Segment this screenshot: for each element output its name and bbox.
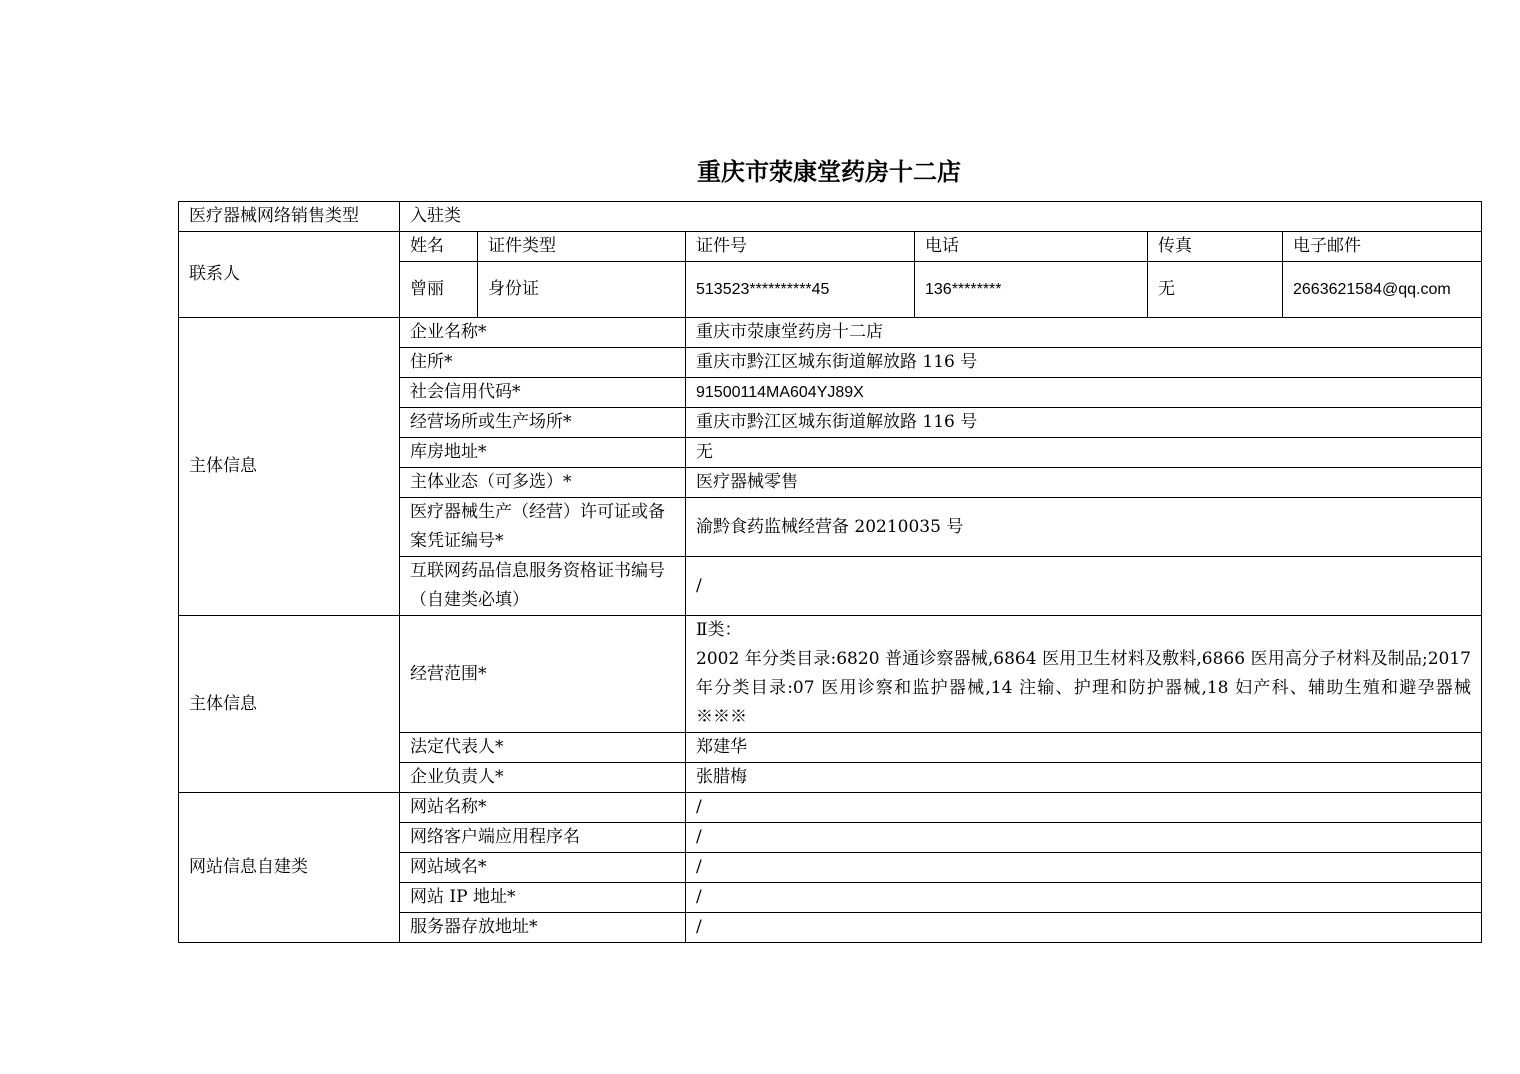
business-form-value: 医疗器械零售: [686, 468, 1482, 498]
document-title-container: [178, 152, 1480, 187]
website-domain-value: /: [686, 853, 1482, 883]
sales-type-value: 入驻类: [400, 202, 1482, 232]
contact-header-id-number: 证件号: [686, 232, 915, 262]
website-name-label: 网站名称*: [400, 793, 686, 823]
warehouse-address-label: 库房地址*: [400, 438, 686, 468]
internet-drug-cert-value: /: [686, 557, 1482, 616]
registration-table: [178, 201, 1482, 943]
business-premises-value: 重庆市黔江区城东街道解放路 116 号: [686, 408, 1482, 438]
contact-id-type: 身份证: [478, 262, 686, 318]
legal-representative-value: 郑建华: [686, 733, 1482, 763]
website-domain-label: 网站域名*: [400, 853, 686, 883]
credit-code-label: 社会信用代码*: [400, 378, 686, 408]
internet-drug-cert-label: 互联网药品信息服务资格证书编号（自建类必填）: [400, 557, 686, 616]
subject-info-section-label: 主体信息: [179, 318, 400, 616]
contact-header-id-type: 证件类型: [478, 232, 686, 262]
server-location-label: 服务器存放地址*: [400, 913, 686, 943]
sales-type-row: [179, 202, 1482, 232]
contact-email: 2663621584@qq.com: [1283, 262, 1482, 318]
contact-phone: 136********: [915, 262, 1148, 318]
website-name-value: /: [686, 793, 1482, 823]
client-app-name-label: 网络客户端应用程序名: [400, 823, 686, 853]
enterprise-head-value: 张腊梅: [686, 763, 1482, 793]
license-number-value: 渝黔食药监械经营备 20210035 号: [686, 498, 1482, 557]
business-scope-value: [686, 616, 1482, 733]
document-title: 重庆市荥康堂药房十二店: [697, 157, 961, 186]
contact-header-phone: 电话: [915, 232, 1148, 262]
business-form-label: 主体业态（可多选）*: [400, 468, 686, 498]
website-info-row: [179, 793, 1482, 823]
subject-info-row: [179, 318, 1482, 348]
credit-code-value: 91500114MA604YJ89X: [686, 378, 1482, 408]
client-app-name-value: /: [686, 823, 1482, 853]
address-label: 住所*: [400, 348, 686, 378]
sales-type-label: 医疗器械网络销售类型: [179, 202, 400, 232]
server-location-value: /: [686, 913, 1482, 943]
company-name-label: 企业名称*: [400, 318, 686, 348]
contact-id-number: 513523**********45: [686, 262, 915, 318]
address-value: 重庆市黔江区城东街道解放路 116 号: [686, 348, 1482, 378]
legal-representative-label: 法定代表人*: [400, 733, 686, 763]
warehouse-address-value: 无: [686, 438, 1482, 468]
contact-header-name: 姓名: [400, 232, 478, 262]
website-ip-value: /: [686, 883, 1482, 913]
website-info-section-label: 网站信息自建类: [179, 793, 400, 943]
contact-name: 曾丽: [400, 262, 478, 318]
business-scope-text: 2002 年分类目录:6820 普通诊察器械,6864 医用卫生材料及敷料,6866 医用高分子材料及制品;2017 年分类目录:07 医用诊察和监护器械,14 注输、护理和防护器械,18 妇产科、辅助生殖和避孕器械※※※: [696, 649, 1471, 727]
company-name-value: 重庆市荥康堂药房十二店: [686, 318, 1482, 348]
contact-header-email: 电子邮件: [1283, 232, 1482, 262]
enterprise-head-label: 企业负责人*: [400, 763, 686, 793]
contact-header-row: [179, 232, 1482, 262]
business-scope-row: [179, 616, 1482, 733]
business-scope-category: Ⅱ类：: [696, 620, 742, 640]
contact-fax: 无: [1148, 262, 1283, 318]
website-ip-label: 网站 IP 地址*: [400, 883, 686, 913]
business-scope-label: 经营范围*: [400, 616, 686, 733]
contact-section-label: 联系人: [179, 232, 400, 318]
license-number-label: 医疗器械生产（经营）许可证或备案凭证编号*: [400, 498, 686, 557]
business-premises-label: 经营场所或生产场所*: [400, 408, 686, 438]
contact-header-fax: 传真: [1148, 232, 1283, 262]
subject-info-2-section-label: 主体信息: [179, 616, 400, 793]
